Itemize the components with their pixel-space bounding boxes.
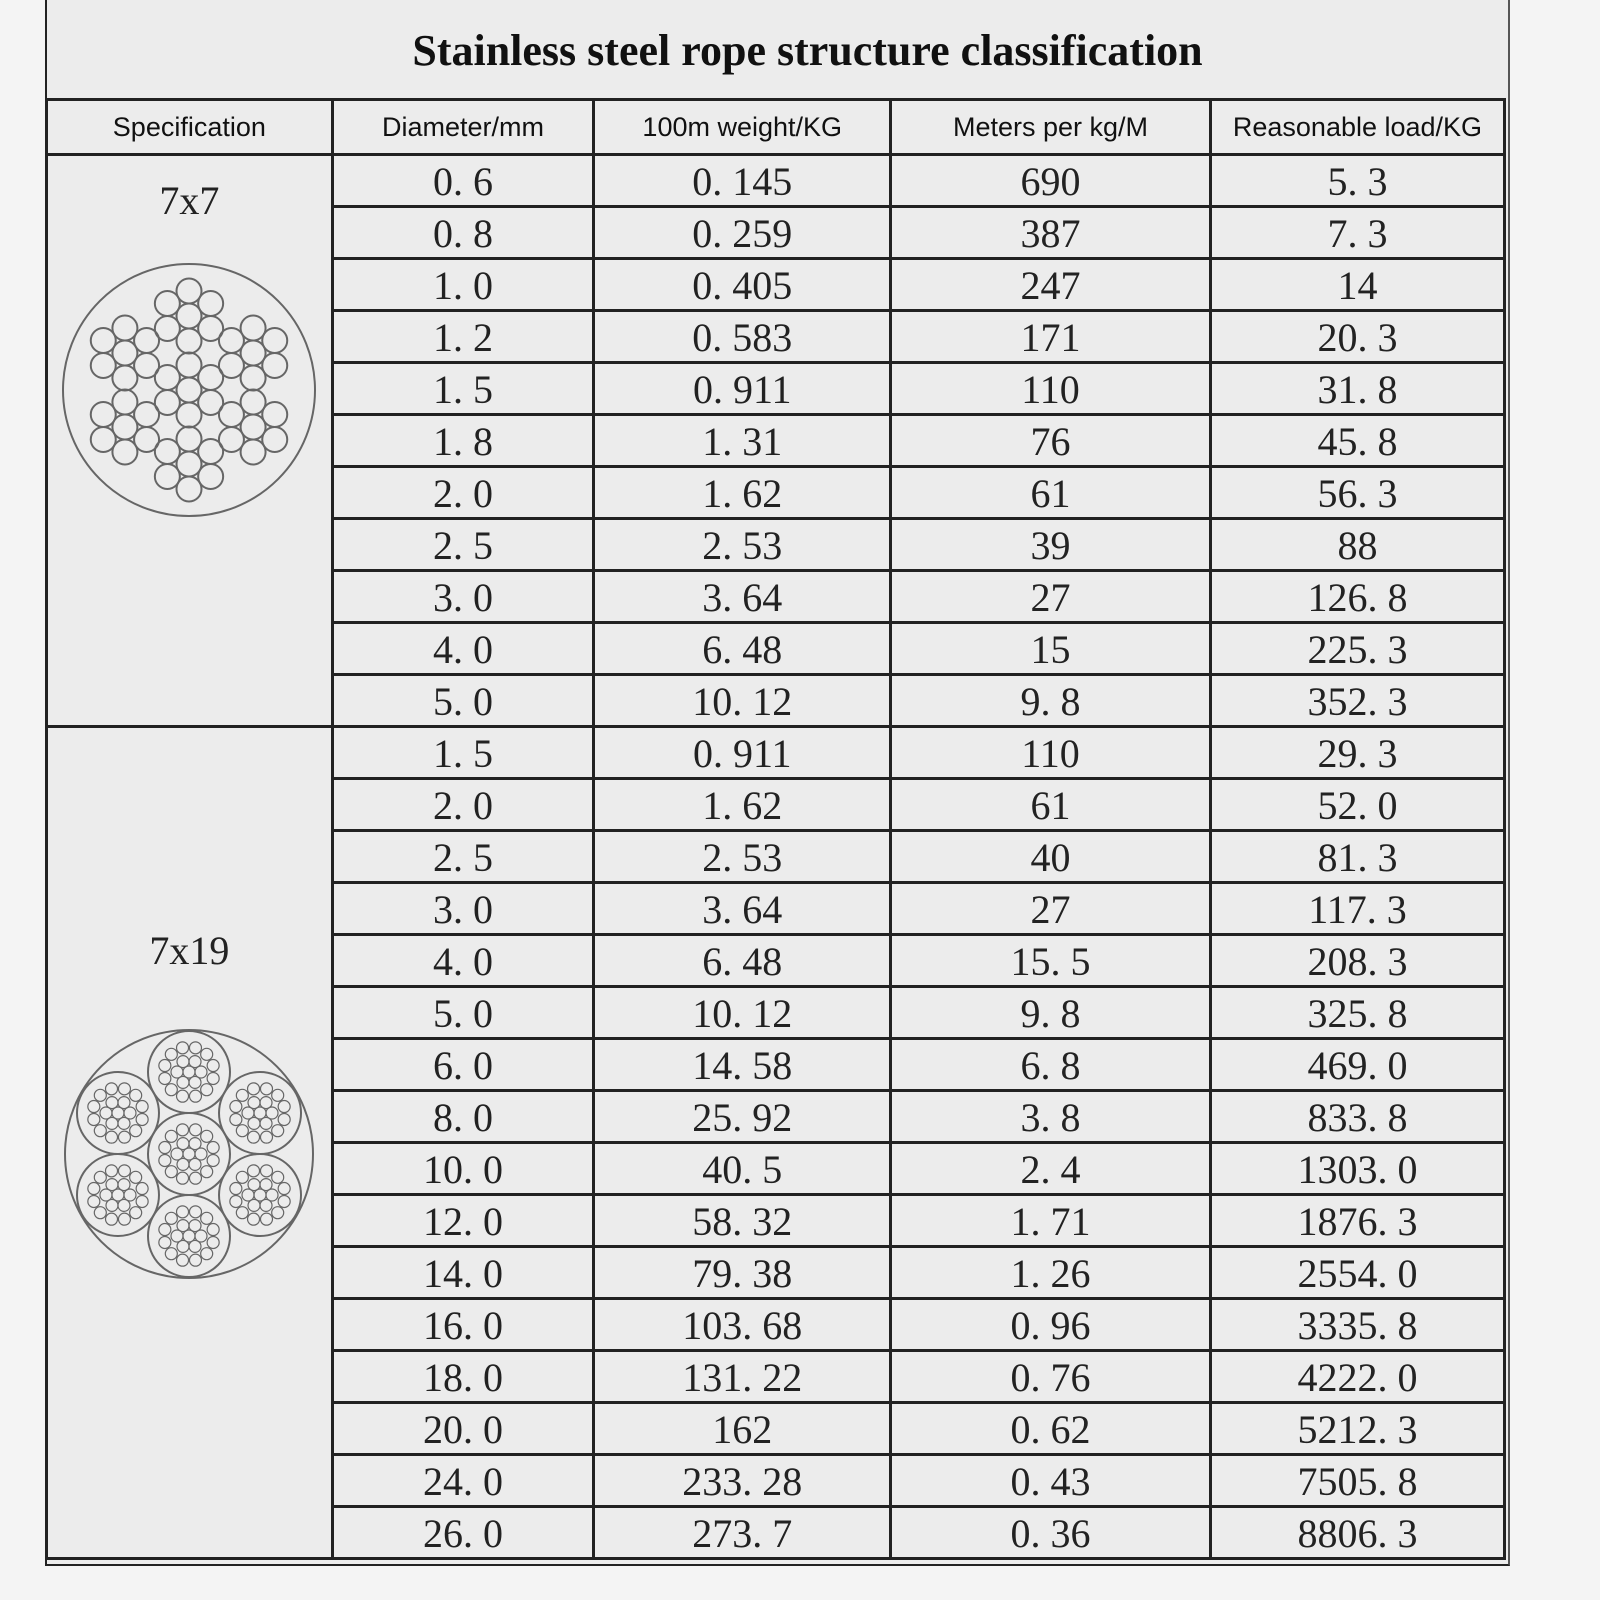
spec-sheet [45,0,1510,1566]
wire-circle [177,1206,189,1218]
wire-circle [190,1042,202,1054]
wire-circle [118,1179,130,1191]
header-specification: Specification [47,100,333,155]
meters-per-kg-cell: 27 [891,571,1211,623]
weight-cell: 40. 5 [594,1143,891,1195]
meters-per-kg-cell: 61 [891,467,1211,519]
meters-per-kg-cell: 0. 43 [891,1455,1211,1507]
wire-circle [118,1117,130,1129]
meters-per-kg-cell: 0. 62 [891,1403,1211,1455]
wire-circle [261,1213,273,1225]
wire-circle [263,427,288,452]
wire-circle [136,1101,148,1113]
wire-circle [189,1158,201,1170]
wire-circle [118,1199,130,1211]
weight-cell: 6. 48 [594,623,891,675]
wire-circle [91,328,116,353]
wire-circle [201,1248,213,1260]
load-cell: 833. 8 [1210,1091,1504,1143]
wire-circle [166,1048,178,1060]
wire-circle [198,291,223,316]
wire-circle [77,1154,159,1236]
diameter-cell: 18. 0 [332,1351,594,1403]
weight-cell: 131. 22 [594,1351,891,1403]
diameter-cell: 0. 6 [332,155,594,207]
weight-cell: 0. 259 [594,207,891,259]
weight-cell: 1. 62 [594,467,891,519]
weight-cell: 2. 53 [594,831,891,883]
diameter-cell: 0. 8 [332,207,594,259]
wire-circle [261,1083,273,1095]
wire-circle [159,1060,171,1072]
wire-circle [159,1072,171,1084]
diameter-cell: 20. 0 [332,1403,594,1455]
header-row [47,100,1505,155]
diameter-cell: 3. 0 [332,571,594,623]
load-cell: 8806. 3 [1210,1507,1504,1559]
weight-cell: 2. 53 [594,519,891,571]
load-cell: 7. 3 [1210,207,1504,259]
load-cell: 56. 3 [1210,467,1504,519]
wire-circle [159,1224,171,1236]
wire-circle [189,1220,201,1232]
meters-per-kg-cell: 0. 96 [891,1299,1211,1351]
weight-cell: 273. 7 [594,1507,891,1559]
wire-circle [201,1130,213,1142]
meters-per-kg-cell: 1. 71 [891,1195,1211,1247]
wire-circle [95,1125,107,1137]
load-cell: 117. 3 [1210,883,1504,935]
table-row [47,727,1505,779]
wire-circle [219,1154,301,1236]
wire-circle [63,264,315,516]
diameter-cell: 1. 2 [332,311,594,363]
wire-circle [279,1113,291,1125]
weight-cell: 0. 583 [594,311,891,363]
meters-per-kg-cell: 387 [891,207,1211,259]
meters-per-kg-cell: 15 [891,623,1211,675]
wire-circle [279,1195,291,1207]
diameter-cell: 6. 0 [332,1039,594,1091]
wire-circle [159,1142,171,1154]
wire-circle [177,1042,189,1054]
wire-circle [136,1195,148,1207]
wire-circle [177,1090,189,1102]
wire-circle [95,1171,107,1183]
weight-cell: 103. 68 [594,1299,891,1351]
wire-circle [207,1060,219,1072]
wire-circle [190,1124,202,1136]
load-cell: 1876. 3 [1210,1195,1504,1247]
meters-per-kg-cell: 110 [891,727,1211,779]
spec-label: 7x19 [149,928,230,973]
wire-circle [230,1113,242,1125]
rope-spec-table [45,98,1506,1560]
wire-circle [248,1131,260,1143]
spec-cell [47,727,333,1559]
wire-circle [263,402,288,427]
diameter-cell: 2. 0 [332,779,594,831]
wire-circle [136,1113,148,1125]
wire-circle [134,353,159,378]
spec-cell [47,155,333,727]
weight-cell: 58. 32 [594,1195,891,1247]
diameter-cell: 1. 5 [332,363,594,415]
diameter-cell: 14. 0 [332,1247,594,1299]
wire-circle [279,1101,291,1113]
diameter-cell: 1. 8 [332,415,594,467]
meters-per-kg-cell: 39 [891,519,1211,571]
wire-circle [106,1131,118,1143]
load-cell: 20. 3 [1210,311,1504,363]
load-cell: 225. 3 [1210,623,1504,675]
wire-circle [118,1097,130,1109]
meters-per-kg-cell: 9. 8 [891,675,1211,727]
load-cell: 3335. 8 [1210,1299,1504,1351]
meters-per-kg-cell: 1. 26 [891,1247,1211,1299]
diameter-cell: 12. 0 [332,1195,594,1247]
weight-cell: 0. 145 [594,155,891,207]
wire-circle [77,1072,159,1154]
weight-cell: 162 [594,1403,891,1455]
wire-circle [88,1101,100,1113]
wire-circle [190,1206,202,1218]
wire-circle [201,1166,213,1178]
load-cell: 52. 0 [1210,779,1504,831]
load-cell: 4222. 0 [1210,1351,1504,1403]
load-cell: 2554. 0 [1210,1247,1504,1299]
wire-circle [155,291,180,316]
wire-circle [130,1207,142,1219]
wire-circle [260,1199,272,1211]
weight-cell: 1. 31 [594,415,891,467]
wire-circle [261,1131,273,1143]
wire-circle [177,1124,189,1136]
wire-circle [219,402,244,427]
wire-circle [207,1142,219,1154]
wire-circle [190,1090,202,1102]
wire-circle [272,1089,284,1101]
wire-circle [201,1084,213,1096]
wire-circle [219,1072,301,1154]
wire-circle [106,1179,118,1191]
meters-per-kg-cell: 171 [891,311,1211,363]
meters-per-kg-cell: 76 [891,415,1211,467]
meters-per-kg-cell: 15. 5 [891,935,1211,987]
diameter-cell: 4. 0 [332,623,594,675]
wire-circle [166,1212,178,1224]
wire-circle [119,1131,131,1143]
table-row [47,155,1505,207]
wire-circle [248,1097,260,1109]
wire-circle [177,1220,189,1232]
wire-circle [189,1056,201,1068]
wire-circle [95,1089,107,1101]
wire-circle [166,1130,178,1142]
wire-circle [159,1154,171,1166]
wire-circle [237,1171,249,1183]
wire-circle [272,1207,284,1219]
wire-circle [248,1179,260,1191]
diameter-cell: 24. 0 [332,1455,594,1507]
load-cell: 126. 8 [1210,571,1504,623]
meters-per-kg-cell: 40 [891,831,1211,883]
diameter-cell: 5. 0 [332,987,594,1039]
meters-per-kg-cell: 9. 8 [891,987,1211,1039]
weight-cell: 25. 92 [594,1091,891,1143]
wire-circle [88,1113,100,1125]
meters-per-kg-cell: 61 [891,779,1211,831]
wire-circle [260,1117,272,1129]
wire-circle [237,1089,249,1101]
load-cell: 352. 3 [1210,675,1504,727]
weight-cell: 10. 12 [594,987,891,1039]
wire-circle [88,1183,100,1195]
load-cell: 325. 8 [1210,987,1504,1039]
wire-circle [134,402,159,427]
wire-circle [248,1165,260,1177]
wire-circle [65,1030,313,1278]
diameter-cell: 2. 0 [332,467,594,519]
wire-circle [166,1166,178,1178]
wire-circle [119,1213,131,1225]
load-cell: 29. 3 [1210,727,1504,779]
load-cell: 1303. 0 [1210,1143,1504,1195]
diameter-cell: 2. 5 [332,831,594,883]
wire-circle [230,1195,242,1207]
wire-circle [130,1125,142,1137]
load-cell: 469. 0 [1210,1039,1504,1091]
wire-circle [189,1240,201,1252]
wire-circle [106,1213,118,1225]
meters-per-kg-cell: 690 [891,155,1211,207]
load-cell: 31. 8 [1210,363,1504,415]
wire-circle [177,1138,189,1150]
weight-cell: 233. 28 [594,1455,891,1507]
page-title: Stainless steel rope structure classification [412,25,1203,75]
load-cell: 88 [1210,519,1504,571]
wire-circle [148,1195,230,1277]
wire-circle [190,1172,202,1184]
load-cell: 81. 3 [1210,831,1504,883]
header-meters-per-kg: Meters per kg/M [891,100,1211,155]
weight-cell: 0. 405 [594,259,891,311]
weight-cell: 14. 58 [594,1039,891,1091]
weight-cell: 3. 64 [594,883,891,935]
diameter-cell: 2. 5 [332,519,594,571]
meters-per-kg-cell: 6. 8 [891,1039,1211,1091]
meters-per-kg-cell: 247 [891,259,1211,311]
wire-circle [207,1236,219,1248]
wire-circle [130,1089,142,1101]
wire-circle [119,1083,131,1095]
weight-cell: 79. 38 [594,1247,891,1299]
wire-circle [91,402,116,427]
load-cell: 5. 3 [1210,155,1504,207]
wire-circle [155,439,180,464]
wire-circle [148,1113,230,1195]
diameter-cell: 4. 0 [332,935,594,987]
wire-circle [166,1248,178,1260]
wire-circle [177,1254,189,1266]
diameter-cell: 3. 0 [332,883,594,935]
wire-circle [272,1125,284,1137]
wire-circle [230,1183,242,1195]
wire-circle [106,1165,118,1177]
wire-circle [260,1179,272,1191]
rope-7x7-cross-section-icon [59,260,319,520]
meters-per-kg-cell: 0. 36 [891,1507,1211,1559]
load-cell: 7505. 8 [1210,1455,1504,1507]
header-diameter: Diameter/mm [332,100,594,155]
wire-circle [272,1171,284,1183]
wire-circle [237,1125,249,1137]
load-cell: 5212. 3 [1210,1403,1504,1455]
wire-circle [201,1212,213,1224]
wire-circle [136,1183,148,1195]
wire-circle [95,1207,107,1219]
wire-circle [189,1138,201,1150]
header-load: Reasonable load/KG [1210,100,1504,155]
weight-cell: 10. 12 [594,675,891,727]
weight-cell: 3. 64 [594,571,891,623]
wire-circle [201,1048,213,1060]
spec-label: 7x7 [159,178,220,223]
wire-circle [207,1154,219,1166]
weight-cell: 0. 911 [594,727,891,779]
wire-circle [198,464,223,489]
wire-circle [88,1195,100,1207]
wire-circle [260,1097,272,1109]
wire-circle [207,1224,219,1236]
diameter-cell: 26. 0 [332,1507,594,1559]
meters-per-kg-cell: 3. 8 [891,1091,1211,1143]
wire-circle [134,328,159,353]
wire-circle [106,1097,118,1109]
wire-circle [219,328,244,353]
load-cell: 208. 3 [1210,935,1504,987]
wire-circle [177,1172,189,1184]
wire-circle [189,1076,201,1088]
weight-cell: 0. 911 [594,363,891,415]
wire-circle [130,1171,142,1183]
wire-circle [148,1031,230,1113]
header-weight: 100m weight/KG [594,100,891,155]
diameter-cell: 5. 0 [332,675,594,727]
wire-circle [106,1083,118,1095]
load-cell: 14 [1210,259,1504,311]
diameter-cell: 1. 5 [332,727,594,779]
wire-circle [166,1084,178,1096]
meters-per-kg-cell: 0. 76 [891,1351,1211,1403]
meters-per-kg-cell: 27 [891,883,1211,935]
wire-circle [263,353,288,378]
wire-circle [279,1183,291,1195]
wire-circle [248,1213,260,1225]
diameter-cell: 8. 0 [332,1091,594,1143]
wire-circle [190,1254,202,1266]
diameter-cell: 1. 0 [332,259,594,311]
diameter-cell: 16. 0 [332,1299,594,1351]
rope-7x19-cross-section-icon [59,1024,319,1284]
load-cell: 45. 8 [1210,415,1504,467]
wire-circle [159,1236,171,1248]
wire-circle [263,328,288,353]
diameter-cell: 10. 0 [332,1143,594,1195]
wire-circle [237,1207,249,1219]
meters-per-kg-cell: 110 [891,363,1211,415]
wire-circle [230,1101,242,1113]
weight-cell: 1. 62 [594,779,891,831]
wire-circle [261,1165,273,1177]
weight-cell: 6. 48 [594,935,891,987]
wire-circle [119,1165,131,1177]
wire-circle [207,1072,219,1084]
wire-circle [248,1083,260,1095]
wire-circle [177,1056,189,1068]
meters-per-kg-cell: 2. 4 [891,1143,1211,1195]
